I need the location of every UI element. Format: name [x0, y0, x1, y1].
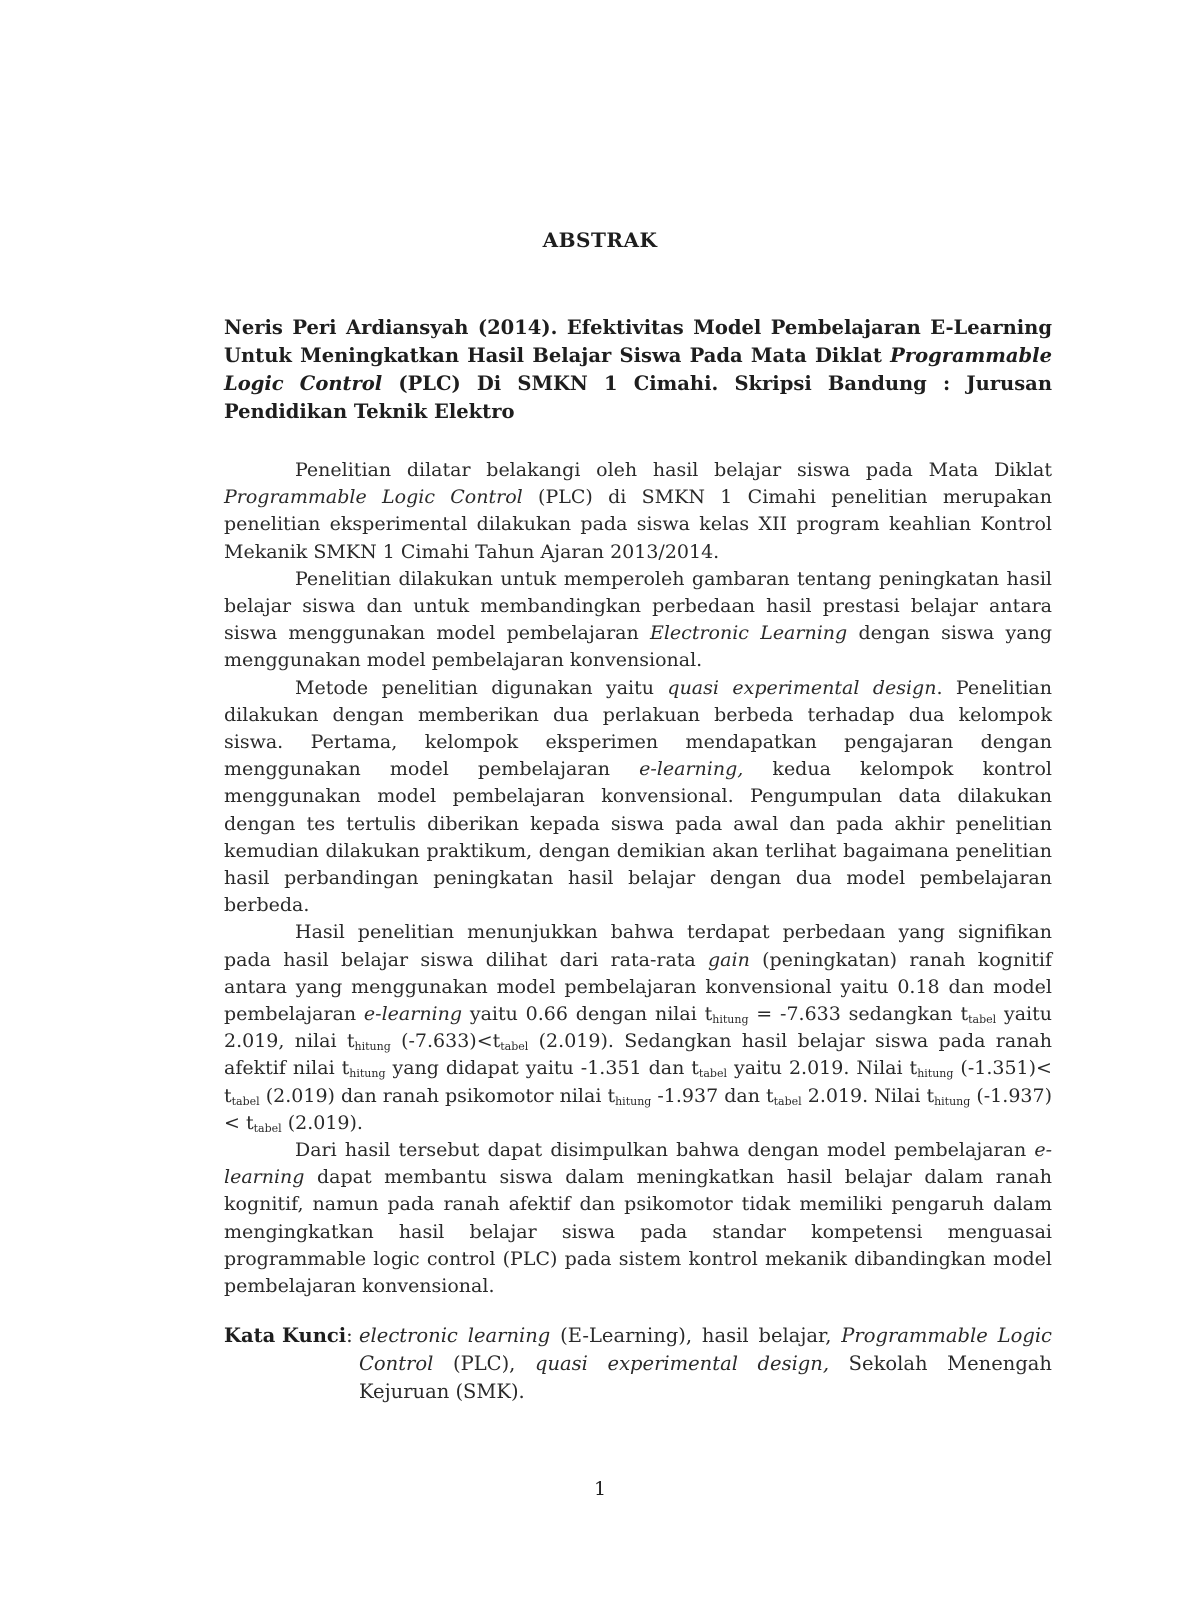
citation: Neris Peri Ardiansyah (2014). Efektivitas Model Pembelajaran E-Learning Untuk Meningkatkan Hasil Belajar Siswa Pada Mata Diklat Programmable Logic Control (PLC) Di SMKN 1 Cimahi. Skripsi Bandung : Jurusan Pendidikan Teknik Elektro: [224, 316, 1052, 423]
page-number: 1: [593, 1478, 607, 1500]
abstract-title: ABSTRAK: [542, 228, 658, 252]
keywords-list: electronic learning (E-Learning), hasil belajar, Programmable Logic Control (PLC), quasi experimental design, Sekolah Menengah Kejuruan (SMK).: [359, 1324, 1052, 1403]
paragraph-background: Penelitian dilatar belakangi oleh hasil belajar siswa pada Mata Diklat Programmable Logic Control (PLC) di SMKN 1 Cimahi penelitian merupakan penelitian eksperimental dilakukan pada siswa kelas XII program keahlian Kontrol Mekanik SMKN 1 Cimahi Tahun Ajaran 2013/2014.: [224, 459, 1053, 563]
paragraph-results: Hasil penelitian menunjukkan bahwa terdapat perbedaan yang signifikan pada hasil belajar siswa dilihat dari rata-rata gain (peningkatan) ranah kognitif antara yang menggunakan model pembelajaran konvensional yaitu 0.18 dan model pembelajaran e-learning yaitu 0.66 dengan nilai $t_{hitung} = -7.633$ sedangkan $t_{tabel}$ yaitu 2.019, nilai $t_{hitung}$ $(-7.633)<t_{tabel}$ (2.019). Sedangkan hasil belajar siswa pada ranah afektif nilai $t_{hitung}$ yang didapat yaitu -1.351 dan $t_{tabel}$ yaitu 2.019. Nilai $t_{hitung}$ $(-1.351)< t_{tabel}$ (2.019) dan ranah psikomotor nilai $t_{hitung}$ -1.937 dan $t_{tabel}$ 2.019. Nilai $t_{hitung}$ $(-1.937)< t_{tabel}$ (2.019).: [224, 921, 1052, 1135]
keywords: [224, 1322, 1052, 1406]
paragraph-method: Metode penelitian digunakan yaitu quasi experimental design. Penelitian dilakukan dengan memberikan dua perlakuan berbeda terhadap dua kelompok siswa. Pertama, kelompok eksperimen mendapatkan pengajaran dengan menggunakan model pembelajaran e-learning, kedua kelompok kontrol menggunakan model pembelajaran konvensional. Pengumpulan data dilakukan dengan tes tertulis diberikan kepada siswa pada awal dan pada akhir penelitian kemudian dilakukan praktikum, dengan demikian akan terlihat bagaimana penelitian hasil perbandingan peningkatan hasil belajar dengan dua model pembelajaran berbeda.: [224, 676, 1052, 917]
keywords-label: Kata Kunci:: [224, 1324, 353, 1347]
paragraph-conclusion: Dari hasil tersebut dapat disimpulkan bahwa dengan model pembelajaran e-learning dapat membantu siswa dalam meningkatkan hasil belajar dalam ranah kognitif, namun pada ranah afektif dan psikomotor tidak memiliki pengaruh dalam mengingkatkan hasil belajar siswa pada standar kompetensi menguasai programmable logic control (PLC) pada sistem kontrol mekanik dibandingkan model pembelajaran konvensional.: [224, 1139, 1052, 1298]
abstract-body: [224, 457, 1052, 1300]
paragraph-purpose: Penelitian dilakukan untuk memperoleh gambaran tentang peningkatan hasil belajar siswa dan untuk membandingkan perbedaan hasil prestasi belajar antara siswa menggunakan model pembelajaran Electronic Learning dengan siswa yang menggunakan model pembelajaran konvensional.: [224, 567, 1052, 672]
